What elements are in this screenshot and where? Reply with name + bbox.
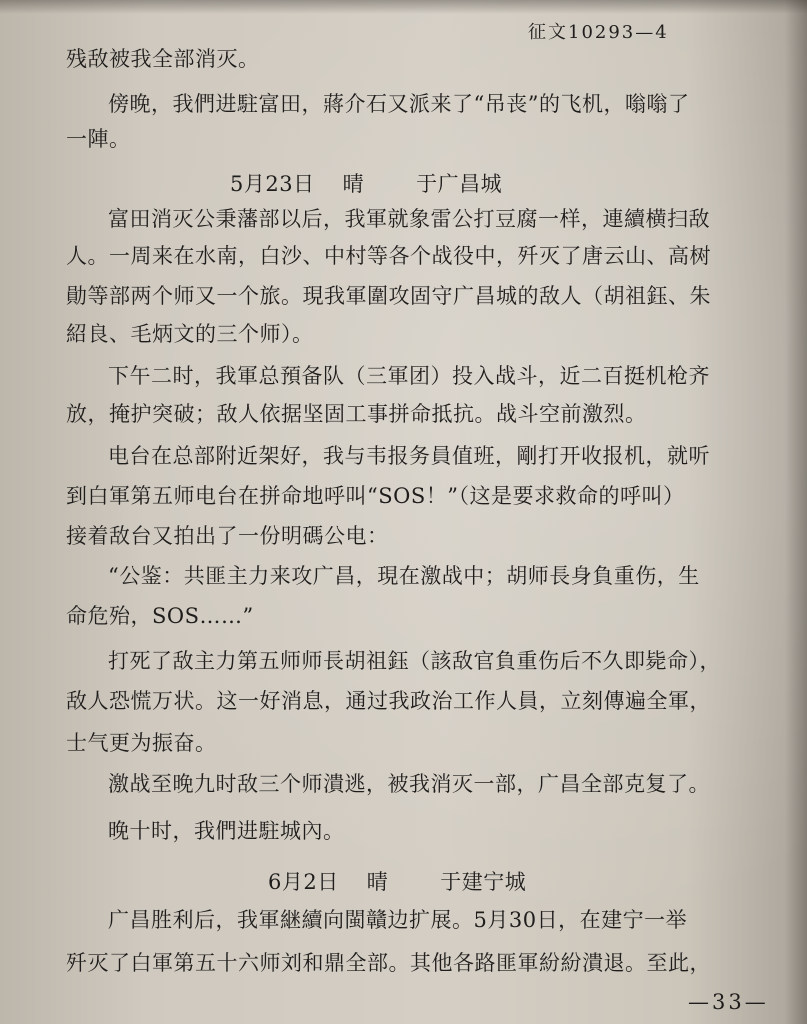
heading-date: 5月23日 (230, 172, 315, 196)
heading-place: 于广昌城 (416, 172, 503, 196)
text-line: 广昌胜利后，我軍継續向閩贛边扩展。5月30日，在建宁一举 (108, 908, 688, 932)
text-line: 晚十时，我們进駐城內。 (108, 819, 345, 843)
text-line: “公鉴：共匪主力来攻广昌，現在激战中；胡师長身負重伤，生 (108, 564, 700, 588)
page-number: —33— (688, 990, 769, 1014)
text-line: 激战至晚九时敌三个师潰逃，被我消灭一部，广昌全部克复了。 (108, 772, 710, 796)
text-line: 富田消灭公秉藩部以后，我軍就象雷公打豆腐一样，連續横扫敌 (108, 207, 710, 231)
diary-heading (268, 866, 526, 896)
text-line: 残敌被我全部消灭。 (66, 47, 260, 71)
text-line: 放，掩护突破；敌人依据坚固工事拼命抵抗。战斗空前激烈。 (66, 402, 647, 426)
text-line: 紹良、毛炳文的三个师）。 (66, 322, 314, 346)
text-line: 歼灭了白軍第五十六师刘和鼎全部。其他各路匪軍紛紛潰退。至此， (66, 951, 711, 975)
text-line: 人。一周来在水南，白沙、中村等各个战役中，歼灭了唐云山、高树 (66, 244, 711, 268)
text-line: 傍晚，我們进駐富田，蔣介石又派来了“吊丧”的飞机，嗡嗡了 (108, 92, 690, 116)
page-edge-shadow (785, 0, 807, 1024)
text-line: 下午二时，我軍总預备队（三軍团）投入战斗，近二百挺机枪齐 (108, 364, 710, 388)
text-line: 到白軍第五师电台在拼命地呼叫“SOS！”（这是要求救命的呼叫） (66, 484, 685, 508)
heading-weather: 晴 (366, 870, 389, 894)
text-line: 勛等部两个师又一个旅。現我軍圍攻固守广昌城的敌人（胡祖鈺、朱 (66, 284, 711, 308)
page-top-shadow (0, 0, 807, 14)
heading-weather: 晴 (342, 172, 365, 196)
heading-date: 6月2日 (268, 870, 339, 894)
document-code: 征文10293—4 (528, 22, 669, 43)
text-line: 士气更为振奋。 (66, 731, 217, 755)
text-line: 电台在总部附近架好，我与韦报务員值班，剛打开收报机，就听 (108, 444, 710, 468)
heading-place: 于建宁城 (440, 870, 527, 894)
text-line: 一陣。 (66, 127, 131, 151)
text-line: 打死了敌主力第五师师長胡祖鈺（該敌官負重伤后不久即毙命）， (108, 649, 721, 673)
text-line: 敌人恐慌万状。这一好消息，通过我政治工作人員，立刻傳遍全軍， (66, 689, 711, 713)
text-line: 接着敌台又拍出了一份明碼公电： (66, 524, 389, 548)
diary-heading (230, 168, 502, 198)
text-line: 命危殆，SOS……” (66, 604, 254, 628)
